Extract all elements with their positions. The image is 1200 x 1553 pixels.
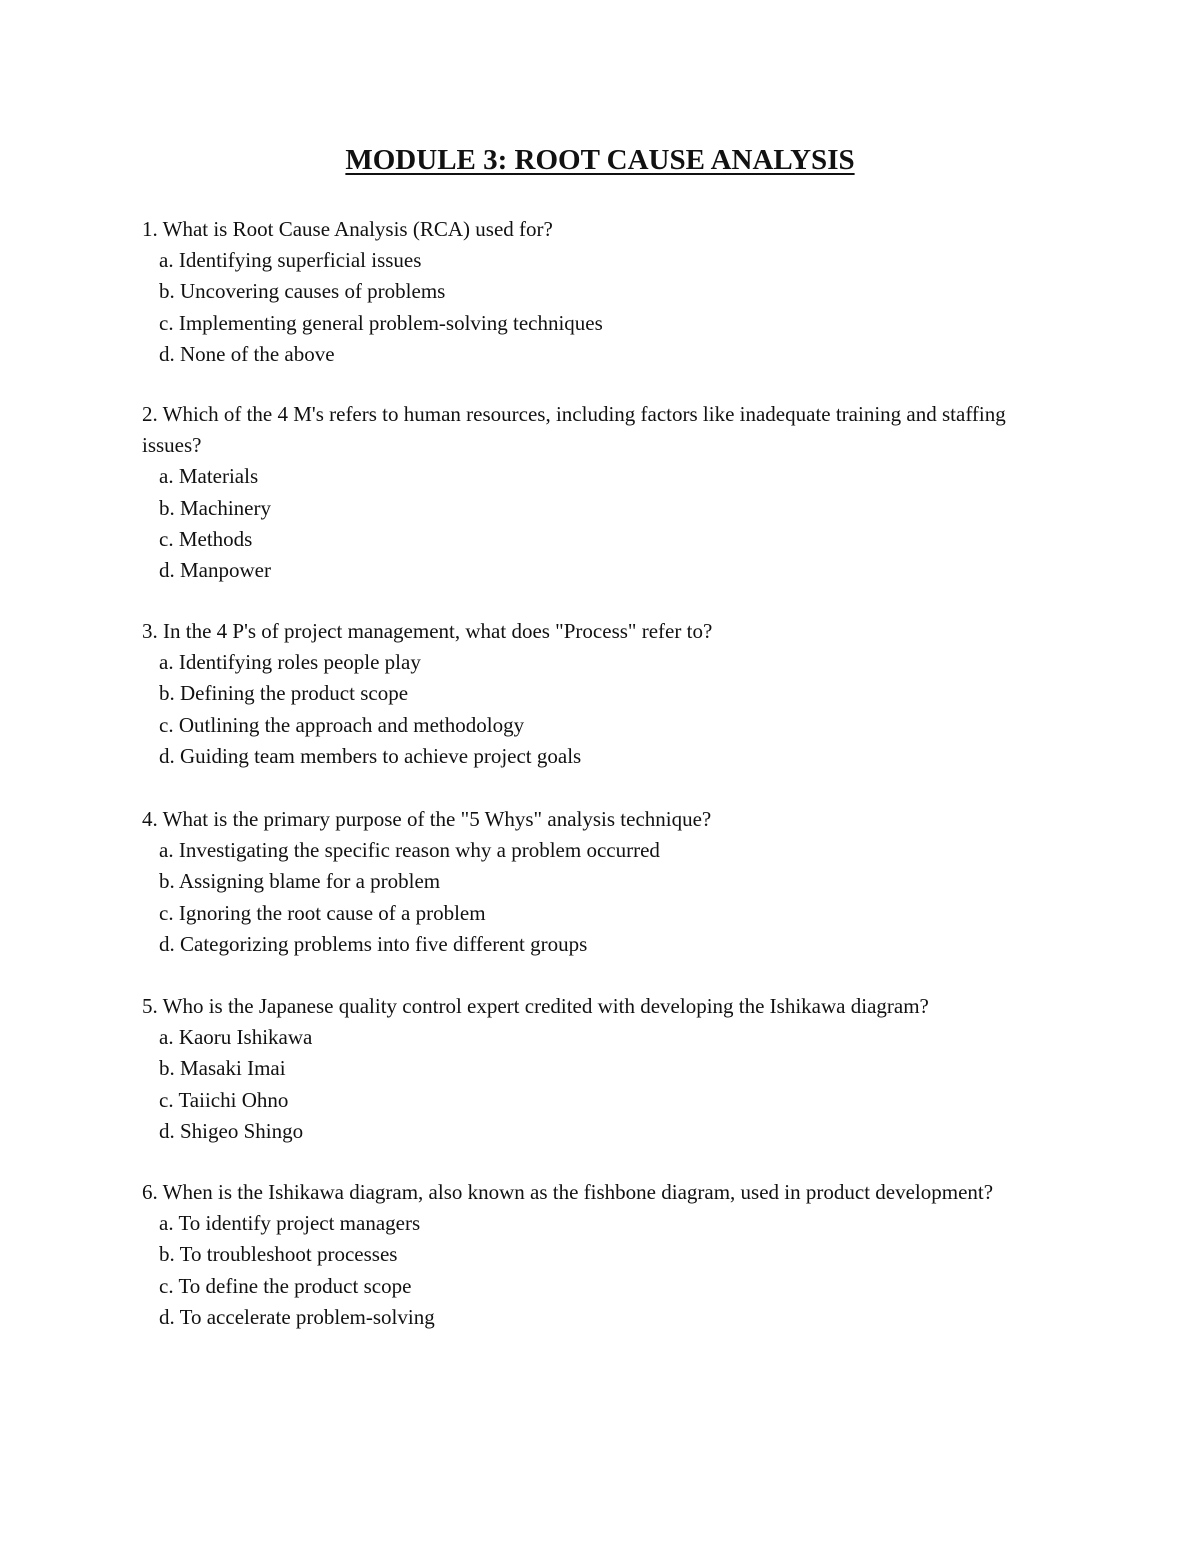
question-text: 4. What is the primary purpose of the "5 Whys" analysis technique? <box>142 807 712 831</box>
question-5 <box>142 991 1062 1147</box>
answer-option-b: b. Machinery <box>159 495 271 520</box>
question-2 <box>142 399 1062 586</box>
question-text: 5. Who is the Japanese quality control expert credited with developing the Ishikawa diagram? <box>142 994 929 1018</box>
answer-option-c: c. To define the product scope <box>159 1273 412 1298</box>
answer-option-b: b. To troubleshoot processes <box>159 1242 398 1267</box>
question-text: 1. What is Root Cause Analysis (RCA) used for? <box>142 217 553 241</box>
answer-option-c: c. Taiichi Ohno <box>159 1087 289 1112</box>
question-1 <box>142 214 1062 370</box>
question-6 <box>142 1177 1062 1333</box>
answer-option-b: b. Defining the product scope <box>159 681 409 706</box>
answer-option-d: d. To accelerate problem-solving <box>159 1304 435 1329</box>
answer-option-b: b. Uncovering causes of problems <box>159 279 446 304</box>
answer-option-b: b. Masaki Imai <box>159 1056 286 1081</box>
question-text: 6. When is the Ishikawa diagram, also known as the fishbone diagram, used in product development? <box>142 1180 994 1204</box>
question-4 <box>142 804 1062 960</box>
answer-option-d: d. None of the above <box>159 341 335 366</box>
answer-option-a: a. Identifying roles people play <box>159 650 421 675</box>
answer-option-d: d. Categorizing problems into five different groups <box>159 931 588 956</box>
answer-option-c: c. Outlining the approach and methodology <box>159 712 525 737</box>
question-3 <box>142 616 1062 772</box>
answer-option-a: a. To identify project managers <box>159 1211 421 1236</box>
answer-option-c: c. Ignoring the root cause of a problem <box>159 900 486 925</box>
question-text: 3. In the 4 P's of project management, what does "Process" refer to? <box>142 619 713 643</box>
answer-option-d: d. Shigeo Shingo <box>159 1118 304 1143</box>
page-title: MODULE 3: ROOT CAUSE ANALYSIS <box>345 144 855 176</box>
answer-option-a: a. Identifying superficial issues <box>159 248 422 273</box>
answer-option-c: c. Methods <box>159 526 253 551</box>
answer-option-b: b. Assigning blame for a problem <box>159 869 441 894</box>
answer-option-c: c. Implementing general problem-solving techniques <box>159 310 603 335</box>
answer-option-a: a. Kaoru Ishikawa <box>159 1025 313 1050</box>
question-text: 2. Which of the 4 M's refers to human resources, including factors like inadequate training and staffing issues? <box>142 402 1006 458</box>
answer-option-d: d. Manpower <box>159 558 271 583</box>
answer-option-a: a. Investigating the specific reason why a problem occurred <box>159 838 660 863</box>
answer-option-d: d. Guiding team members to achieve project goals <box>159 743 582 768</box>
answer-option-a: a. Materials <box>159 464 259 489</box>
